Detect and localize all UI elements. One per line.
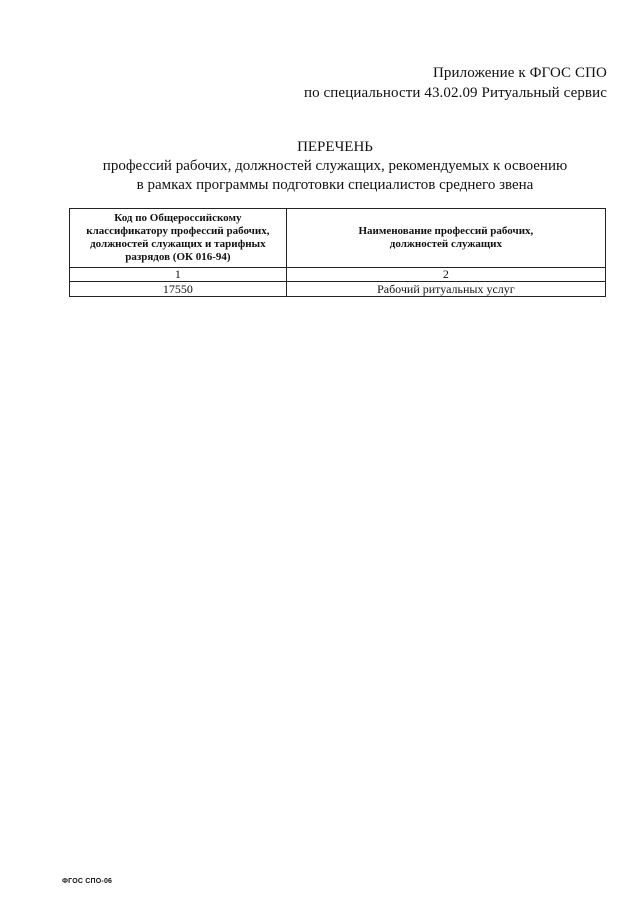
column-number-1: 1: [70, 268, 287, 282]
heading-title: ПЕРЕЧЕНЬ: [297, 139, 373, 155]
header-code-line: должностей служащих и тарифных: [90, 238, 266, 250]
appendix-line-1: Приложение к ФГОС СПО: [433, 65, 607, 81]
header-name-cell: [286, 209, 605, 268]
column-number-row: [70, 268, 606, 282]
appendix-note: [304, 63, 607, 103]
header-code-line: разрядов (ОК 016-94): [125, 251, 231, 263]
table-header-row: [70, 209, 606, 268]
header-name-line: Наименование профессий рабочих,: [358, 225, 534, 237]
profession-name: Рабочий ритуальных услуг: [286, 282, 605, 297]
table-row: [70, 282, 606, 297]
document-heading: [0, 138, 640, 195]
header-code-line: классификатору профессий рабочих,: [86, 225, 270, 237]
column-number-2: 2: [286, 268, 605, 282]
header-code-cell: [70, 209, 287, 268]
profession-code: 17550: [70, 282, 287, 297]
heading-subtitle-line-1: профессий рабочих, должностей служащих, рекомендуемых к освоению: [102, 158, 568, 174]
header-name-line: должностей служащих: [389, 238, 502, 250]
heading-subtitle-line-2: в рамках программы подготовки специалистов среднего звена: [136, 177, 534, 193]
header-code-line: Код по Общероссийскому: [114, 212, 242, 224]
footer-label: ФГОС СПО-06: [62, 878, 113, 885]
professions-table: [69, 208, 606, 297]
appendix-line-2: по специальности 43.02.09 Ритуальный сервис: [303, 85, 607, 101]
